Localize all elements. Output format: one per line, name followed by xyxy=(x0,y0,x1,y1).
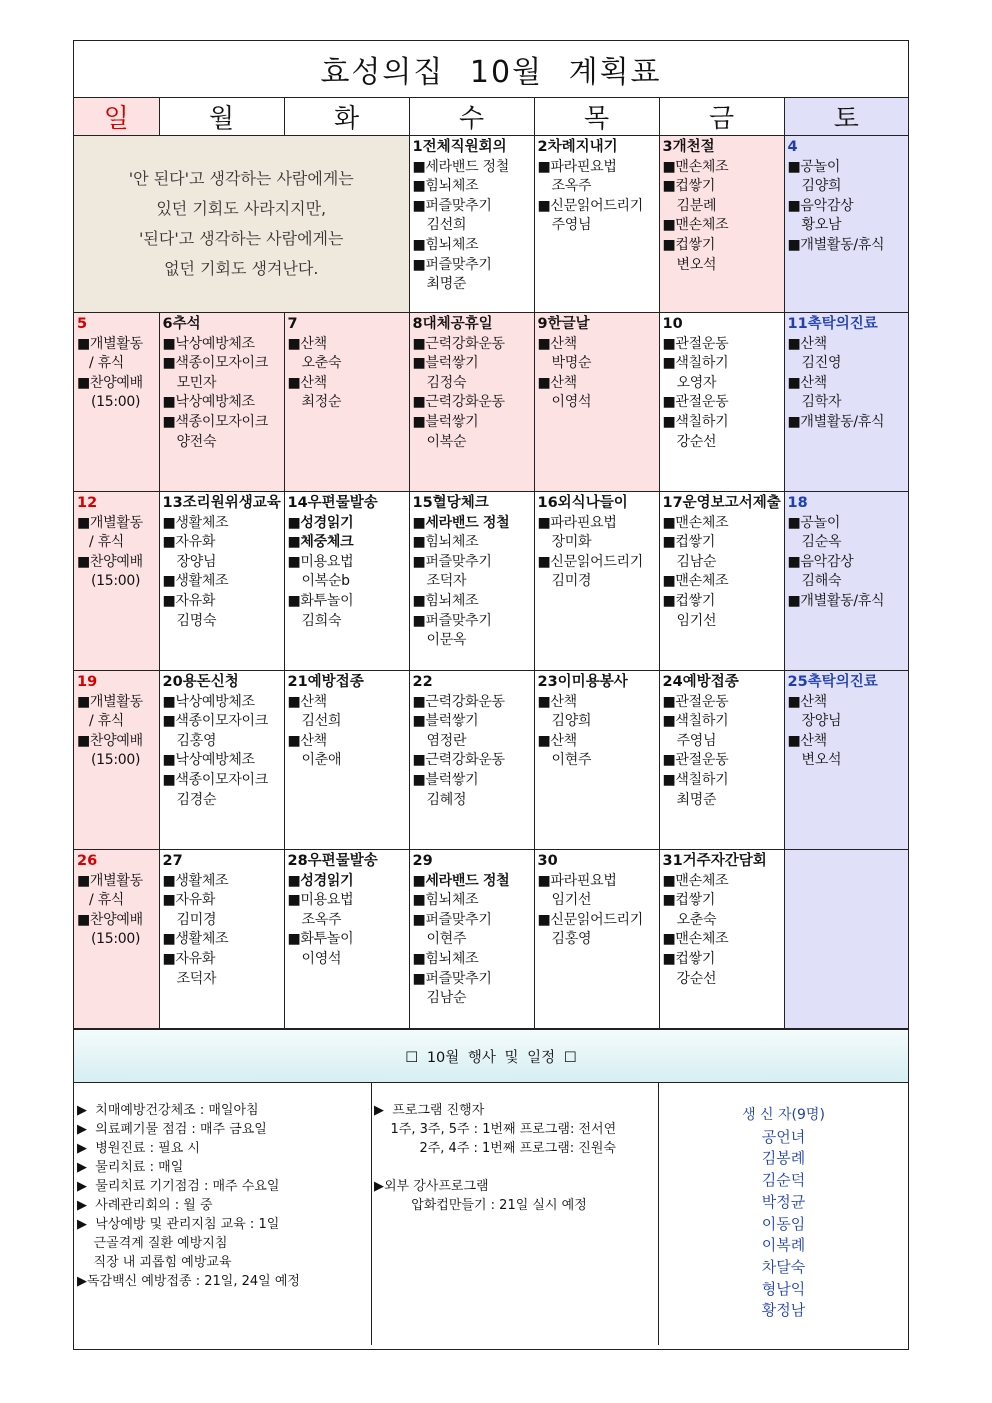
participant-name: 김분례 xyxy=(676,197,717,214)
weekday-header-row xyxy=(74,98,908,136)
day-cell xyxy=(409,136,534,313)
activity-item: ■생활체조 xyxy=(162,514,229,531)
day-cell xyxy=(159,313,284,492)
participant-name: 이춘애 xyxy=(301,752,342,769)
participant-name: 김선희 xyxy=(426,217,467,234)
day-cell xyxy=(534,850,659,1029)
schedule-line: ▶ 사례관리회의 : 월 중 xyxy=(77,1198,213,1213)
birthday-name: 이복례 xyxy=(761,1236,806,1255)
activity-item: ■자유화 xyxy=(162,592,216,609)
activity-item: ■근력강화운동 xyxy=(412,693,505,710)
birthday-name: 이동임 xyxy=(761,1214,806,1233)
participant-name: 주영님 xyxy=(676,732,717,749)
participant-name: / 휴식 xyxy=(89,355,125,372)
activity-item: ■낙상예방체조 xyxy=(162,693,255,710)
participant-name: 이현주 xyxy=(551,752,592,769)
activity-item: ■세라밴드 정철 xyxy=(412,158,509,175)
activity-item: ■힘뇌체조 xyxy=(412,178,479,195)
participant-name: (15:00) xyxy=(91,394,141,411)
activity-item: ■컵쌓기 xyxy=(662,892,716,909)
day-cell xyxy=(284,850,409,1029)
participant-name: 오춘숙 xyxy=(676,911,717,928)
day-label: 9한글날 xyxy=(537,316,590,332)
day-label: 11촉탁의진료 xyxy=(787,316,878,332)
participant-name: 최정순 xyxy=(301,394,342,411)
day-label: 24예방접종 xyxy=(662,674,739,690)
participant-name: 김순옥 xyxy=(801,534,842,551)
participant-name: 장양님 xyxy=(176,553,217,570)
quote-box xyxy=(74,136,409,313)
day-label: 27 xyxy=(162,853,183,869)
participant-name: 오춘숙 xyxy=(301,355,342,372)
birthday-list xyxy=(659,1083,908,1345)
day-cell xyxy=(659,850,784,1029)
day-label: 6추석 xyxy=(162,316,201,332)
birthday-name: 박정균 xyxy=(761,1192,806,1211)
day-cell-empty xyxy=(784,850,908,1029)
activity-item: ■관절운동 xyxy=(662,394,729,411)
day-label: 28우편물발송 xyxy=(287,853,378,869)
activity-item: ■힘뇌체조 xyxy=(412,236,479,253)
day-cell xyxy=(159,671,284,850)
activity-item: ■산책 xyxy=(287,374,327,391)
day-cell xyxy=(74,313,159,492)
participant-name: 조덕자 xyxy=(426,573,467,590)
activity-item: ■산책 xyxy=(787,335,827,352)
quote-line: '안 된다'고 생각하는 사람에게는 xyxy=(128,169,354,188)
activity-item: ■화투놀이 xyxy=(287,931,354,948)
activity-item: ■산책 xyxy=(287,335,327,352)
activity-item: ■신문읽어드리기 xyxy=(537,197,643,214)
participant-name: 염정란 xyxy=(426,732,467,749)
activity-item: ■퍼즐맞추기 xyxy=(412,970,492,987)
activity-item: ■산책 xyxy=(537,693,577,710)
page-title: 효성의집 10월 계획표 xyxy=(74,41,908,98)
schedule-line: ▶ 낙상예방 및 관리지침 교육 : 1일 xyxy=(77,1217,280,1232)
birthday-name: 형남익 xyxy=(761,1279,806,1298)
participant-name: 주영님 xyxy=(551,217,592,234)
activity-item: ■컵쌓기 xyxy=(662,534,716,551)
day-cell xyxy=(159,850,284,1029)
activity-item: ■관절운동 xyxy=(662,693,729,710)
participant-name: 김남순 xyxy=(426,990,467,1007)
activity-item: ■색칠하기 xyxy=(662,355,729,372)
day-cell xyxy=(784,492,908,671)
birthday-name: 공언녀 xyxy=(761,1127,806,1146)
day-label: 30 xyxy=(537,853,558,869)
participant-name: (15:00) xyxy=(91,931,141,948)
participant-name: 김남순 xyxy=(676,553,717,570)
activity-item: ■개별활동 xyxy=(77,872,143,889)
participant-name: 조옥주 xyxy=(551,178,592,195)
activity-item: ■생활체조 xyxy=(162,872,229,889)
activity-item: ■블럭쌓기 xyxy=(412,413,479,430)
weekday-sat: 토 xyxy=(784,98,908,136)
day-cell xyxy=(534,492,659,671)
calendar-table xyxy=(74,98,908,1029)
activity-item: ■자유화 xyxy=(162,534,216,551)
day-cell xyxy=(284,671,409,850)
activity-item: ■개별활동 xyxy=(77,693,143,710)
activity-item: ■컵쌓기 xyxy=(662,178,716,195)
participant-name: 조덕자 xyxy=(176,970,217,987)
activity-item: ■체중체크 xyxy=(287,534,354,551)
day-label: 29 xyxy=(412,853,433,869)
weekday-tue: 화 xyxy=(284,98,409,136)
day-label: 10 xyxy=(662,316,683,332)
activity-item: ■맨손체조 xyxy=(662,872,729,889)
participant-name: 임기선 xyxy=(676,612,717,629)
schedule-line: ▶ 병원진료 : 필요 시 xyxy=(77,1141,200,1156)
schedule-line: 근골격계 질환 예방지침 xyxy=(77,1236,228,1251)
activity-item: ■낙상예방체조 xyxy=(162,335,255,352)
day-label: 2차례지내기 xyxy=(537,139,618,155)
activity-item: ■퍼즐맞추기 xyxy=(412,911,492,928)
schedule-line: 1주, 3주, 5주 : 1번째 프로그램: 전서연 xyxy=(374,1122,617,1137)
activity-item: ■개별활동/휴식 xyxy=(787,413,885,430)
day-label: 19 xyxy=(77,674,98,690)
activity-item: ■음악감상 xyxy=(787,197,854,214)
participant-name: 모민자 xyxy=(176,374,217,391)
activity-item: ■미용요법 xyxy=(287,553,354,570)
activity-item: ■파라핀요법 xyxy=(537,514,617,531)
participant-name: 김진영 xyxy=(801,355,842,372)
activity-item: ■파라핀요법 xyxy=(537,158,617,175)
activity-item: ■힘뇌체조 xyxy=(412,892,479,909)
activity-item: ■신문읽어드리기 xyxy=(537,553,643,570)
activity-item: ■파라핀요법 xyxy=(537,872,617,889)
participant-name: 최명준 xyxy=(676,791,717,808)
participant-name: 김해숙 xyxy=(801,573,842,590)
day-label: 5 xyxy=(77,316,88,332)
weekday-mon: 월 xyxy=(159,98,284,136)
participant-name: 이복순 xyxy=(426,433,467,450)
day-label: 21예방접종 xyxy=(287,674,364,690)
day-label: 14우편물발송 xyxy=(287,495,378,511)
day-cell xyxy=(74,850,159,1029)
participant-name: 김양희 xyxy=(551,713,592,730)
activity-item: ■힘뇌체조 xyxy=(412,592,479,609)
schedule-line: ▶ 프로그램 진행자 xyxy=(374,1103,485,1118)
activity-item: ■공놀이 xyxy=(787,158,841,175)
activity-item: ■관절운동 xyxy=(662,752,729,769)
events-heading: ☐ 10월 행사 및 일정 ☐ xyxy=(74,1029,908,1083)
schedule-line: 직장 내 괴롭힘 예방교육 xyxy=(77,1255,232,1270)
participant-name: 이현주 xyxy=(426,931,467,948)
activity-item: ■낙상예방체조 xyxy=(162,394,255,411)
week-row-5 xyxy=(74,850,908,1029)
activity-item: ■컵쌓기 xyxy=(662,950,716,967)
day-cell xyxy=(659,671,784,850)
participant-name: 장양님 xyxy=(801,713,842,730)
participant-name: 조옥주 xyxy=(301,911,342,928)
activity-item: ■맨손체조 xyxy=(662,158,729,175)
activity-item: ■퍼즐맞추기 xyxy=(412,197,492,214)
day-label: 26 xyxy=(77,853,98,869)
activity-item: ■개별활동 xyxy=(77,335,143,352)
participant-name: 김홍영 xyxy=(551,931,592,948)
day-cell xyxy=(74,492,159,671)
activity-item: ■맨손체조 xyxy=(662,514,729,531)
day-label: 31거주자간담회 xyxy=(662,853,767,869)
participant-name: 이영석 xyxy=(551,394,592,411)
activity-item: ■산책 xyxy=(537,374,577,391)
day-cell xyxy=(784,313,908,492)
schedule-line: ▶ 치매예방건강체조 : 매일아침 xyxy=(77,1103,259,1118)
participant-name: 김경순 xyxy=(176,791,217,808)
activity-item: ■공놀이 xyxy=(787,514,841,531)
participant-name: 김홍영 xyxy=(176,732,217,749)
schedule-left xyxy=(74,1083,372,1345)
activity-item: ■퍼즐맞추기 xyxy=(412,256,492,273)
participant-name: 김선희 xyxy=(301,713,342,730)
activity-item: ■색종이모자이크 xyxy=(162,771,268,788)
day-label: 8대체공휴일 xyxy=(412,316,493,332)
participant-name: / 휴식 xyxy=(89,713,125,730)
schedule-line: 2주, 4주 : 1번째 프로그램: 진원숙 xyxy=(374,1141,616,1156)
participant-name: 김명숙 xyxy=(176,612,217,629)
activity-item: ■미용요법 xyxy=(287,892,354,909)
participant-name: 김혜정 xyxy=(426,791,467,808)
schedule-line: ▶ 의료폐기물 점검 : 매주 금요일 xyxy=(77,1122,267,1137)
participant-name: 강순선 xyxy=(676,970,717,987)
participant-name: 김양희 xyxy=(801,178,842,195)
day-label: 25촉탁의진료 xyxy=(787,674,878,690)
activity-item: ■컵쌓기 xyxy=(662,592,716,609)
activity-item: ■퍼즐맞추기 xyxy=(412,553,492,570)
day-cell xyxy=(409,671,534,850)
activity-item: ■맨손체조 xyxy=(662,931,729,948)
schedule-line: ▶ 물리치료 : 매일 xyxy=(77,1160,184,1175)
activity-item: ■산책 xyxy=(787,374,827,391)
participant-name: 임기선 xyxy=(551,892,592,909)
activity-item: ■색칠하기 xyxy=(662,713,729,730)
quote-line: 있던 기회도 사라지지만, xyxy=(156,199,327,218)
activity-item: ■색칠하기 xyxy=(662,771,729,788)
day-cell xyxy=(784,671,908,850)
participant-name: 이문옥 xyxy=(426,632,467,649)
participant-name: 김학자 xyxy=(801,394,842,411)
activity-item: ■신문읽어드리기 xyxy=(537,911,643,928)
birthday-name: 김순덕 xyxy=(761,1171,806,1190)
participant-name: 김미경 xyxy=(551,573,592,590)
day-label: 16외식나들이 xyxy=(537,495,628,511)
participant-name: 변오석 xyxy=(801,752,842,769)
schedule-line: ▶ 물리치료 기기점검 : 매주 수요일 xyxy=(77,1179,280,1194)
activity-item: ■색종이모자이크 xyxy=(162,355,268,372)
activity-item: ■블럭쌓기 xyxy=(412,771,479,788)
activity-item: ■음악감상 xyxy=(787,553,854,570)
participant-name: 이복순b xyxy=(301,573,350,590)
activity-item: ■힘뇌체조 xyxy=(412,534,479,551)
day-cell xyxy=(534,136,659,313)
events-info xyxy=(74,1083,908,1345)
activity-item: ■자유화 xyxy=(162,950,216,967)
weekday-thu: 목 xyxy=(534,98,659,136)
activity-item: ■관절운동 xyxy=(662,335,729,352)
day-label: 13조리원위생교육 xyxy=(162,495,281,511)
activity-item: ■개별활동/휴식 xyxy=(787,592,885,609)
day-label: 4 xyxy=(787,139,798,155)
participant-name: 강순선 xyxy=(676,433,717,450)
day-cell xyxy=(159,492,284,671)
activity-item: ■맨손체조 xyxy=(662,217,729,234)
day-cell xyxy=(534,671,659,850)
activity-item: ■화투놀이 xyxy=(287,592,354,609)
day-cell xyxy=(784,136,908,313)
day-cell xyxy=(74,671,159,850)
day-cell xyxy=(409,492,534,671)
week-row-1 xyxy=(74,136,908,313)
day-label: 18 xyxy=(787,495,808,511)
week-row-3 xyxy=(74,492,908,671)
activity-item: ■성경읽기 xyxy=(287,514,354,531)
activity-item: ■개별활동 xyxy=(77,514,143,531)
activity-item: ■개별활동/휴식 xyxy=(787,236,885,253)
activity-item: ■찬양예배 xyxy=(77,732,143,749)
activity-item: ■세라밴드 정철 xyxy=(412,514,510,531)
day-label: 20용돈신청 xyxy=(162,674,239,690)
activity-item: ■블럭쌓기 xyxy=(412,355,479,372)
day-cell xyxy=(409,850,534,1029)
participant-name: 최명준 xyxy=(426,276,467,293)
activity-item: ■낙상예방체조 xyxy=(162,752,255,769)
quote-line: '된다'고 생각하는 사람에게는 xyxy=(139,229,344,248)
day-label: 3개천절 xyxy=(662,139,715,155)
activity-item: ■산책 xyxy=(787,732,827,749)
activity-item: ■찬양예배 xyxy=(77,374,143,391)
participant-name: 박명순 xyxy=(551,355,592,372)
birthday-name: 김봉례 xyxy=(761,1149,806,1168)
schedule-line xyxy=(374,1158,658,1177)
activity-item: ■산책 xyxy=(287,693,327,710)
schedule-middle xyxy=(372,1083,659,1345)
activity-item: ■산책 xyxy=(537,732,577,749)
activity-item: ■근력강화운동 xyxy=(412,335,505,352)
participant-name: 오영자 xyxy=(676,374,717,391)
participant-name: 변오석 xyxy=(676,256,717,273)
activity-item: ■생활체조 xyxy=(162,931,229,948)
day-label: 23이미용봉사 xyxy=(537,674,628,690)
day-cell xyxy=(284,492,409,671)
activity-item: ■색종이모자이크 xyxy=(162,713,268,730)
calendar-sheet xyxy=(73,40,909,1350)
activity-item: ■근력강화운동 xyxy=(412,394,505,411)
activity-item: ■힘뇌체조 xyxy=(412,950,479,967)
activity-item: ■퍼즐맞추기 xyxy=(412,612,492,629)
weekday-sun: 일 xyxy=(74,98,159,136)
activity-item: ■산책 xyxy=(787,693,827,710)
activity-item: ■찬양예배 xyxy=(77,911,143,928)
day-label: 17운영보고서제출 xyxy=(662,495,781,511)
activity-item: ■성경읽기 xyxy=(287,872,354,889)
participant-name: 김미경 xyxy=(176,911,217,928)
week-row-4 xyxy=(74,671,908,850)
participant-name: (15:00) xyxy=(91,752,141,769)
day-cell xyxy=(659,136,784,313)
day-label: 12 xyxy=(77,495,98,511)
participant-name: / 휴식 xyxy=(89,892,125,909)
day-label: 22 xyxy=(412,674,433,690)
participant-name: 양전숙 xyxy=(176,433,217,450)
participant-name: 김희숙 xyxy=(301,612,342,629)
quote-line: 없던 기회도 생겨난다. xyxy=(164,259,319,278)
activity-item: ■생활체조 xyxy=(162,573,229,590)
weekday-fri: 금 xyxy=(659,98,784,136)
activity-item: ■컵쌓기 xyxy=(662,236,716,253)
day-cell xyxy=(659,313,784,492)
day-cell xyxy=(284,313,409,492)
schedule-line: ▶독감백신 예방접종 : 21일, 24일 예정 xyxy=(77,1274,300,1289)
schedule-line: 압화컵만들기 : 21일 실시 예정 xyxy=(374,1198,587,1213)
participant-name: 김정숙 xyxy=(426,374,467,391)
activity-item: ■찬양예배 xyxy=(77,553,143,570)
participant-name: 이영석 xyxy=(301,950,342,967)
activity-item: ■색종이모자이크 xyxy=(162,413,268,430)
day-cell xyxy=(534,313,659,492)
participant-name: (15:00) xyxy=(91,573,141,590)
participant-name: 장미화 xyxy=(551,534,592,551)
birthday-heading: 생 신 자(9명) xyxy=(742,1107,825,1123)
birthday-name: 황정남 xyxy=(761,1301,806,1320)
day-label: 15혈당체크 xyxy=(412,495,489,511)
activity-item: ■색칠하기 xyxy=(662,413,729,430)
activity-item: ■근력강화운동 xyxy=(412,752,505,769)
activity-item: ■산책 xyxy=(287,732,327,749)
weekday-wed: 수 xyxy=(409,98,534,136)
participant-name: 황오남 xyxy=(801,217,842,234)
schedule-line: ▶외부 강사프로그램 xyxy=(374,1179,489,1194)
day-label: 1전체직원회의 xyxy=(412,139,507,155)
activity-item: ■블럭쌓기 xyxy=(412,713,479,730)
day-cell xyxy=(659,492,784,671)
birthday-name: 차달숙 xyxy=(761,1257,806,1276)
day-label: 7 xyxy=(287,316,298,332)
activity-item: ■맨손체조 xyxy=(662,573,729,590)
participant-name: / 휴식 xyxy=(89,534,125,551)
activity-item: ■세라밴드 정철 xyxy=(412,872,510,889)
activity-item: ■자유화 xyxy=(162,892,216,909)
day-cell xyxy=(409,313,534,492)
activity-item: ■산책 xyxy=(537,335,577,352)
week-row-2 xyxy=(74,313,908,492)
